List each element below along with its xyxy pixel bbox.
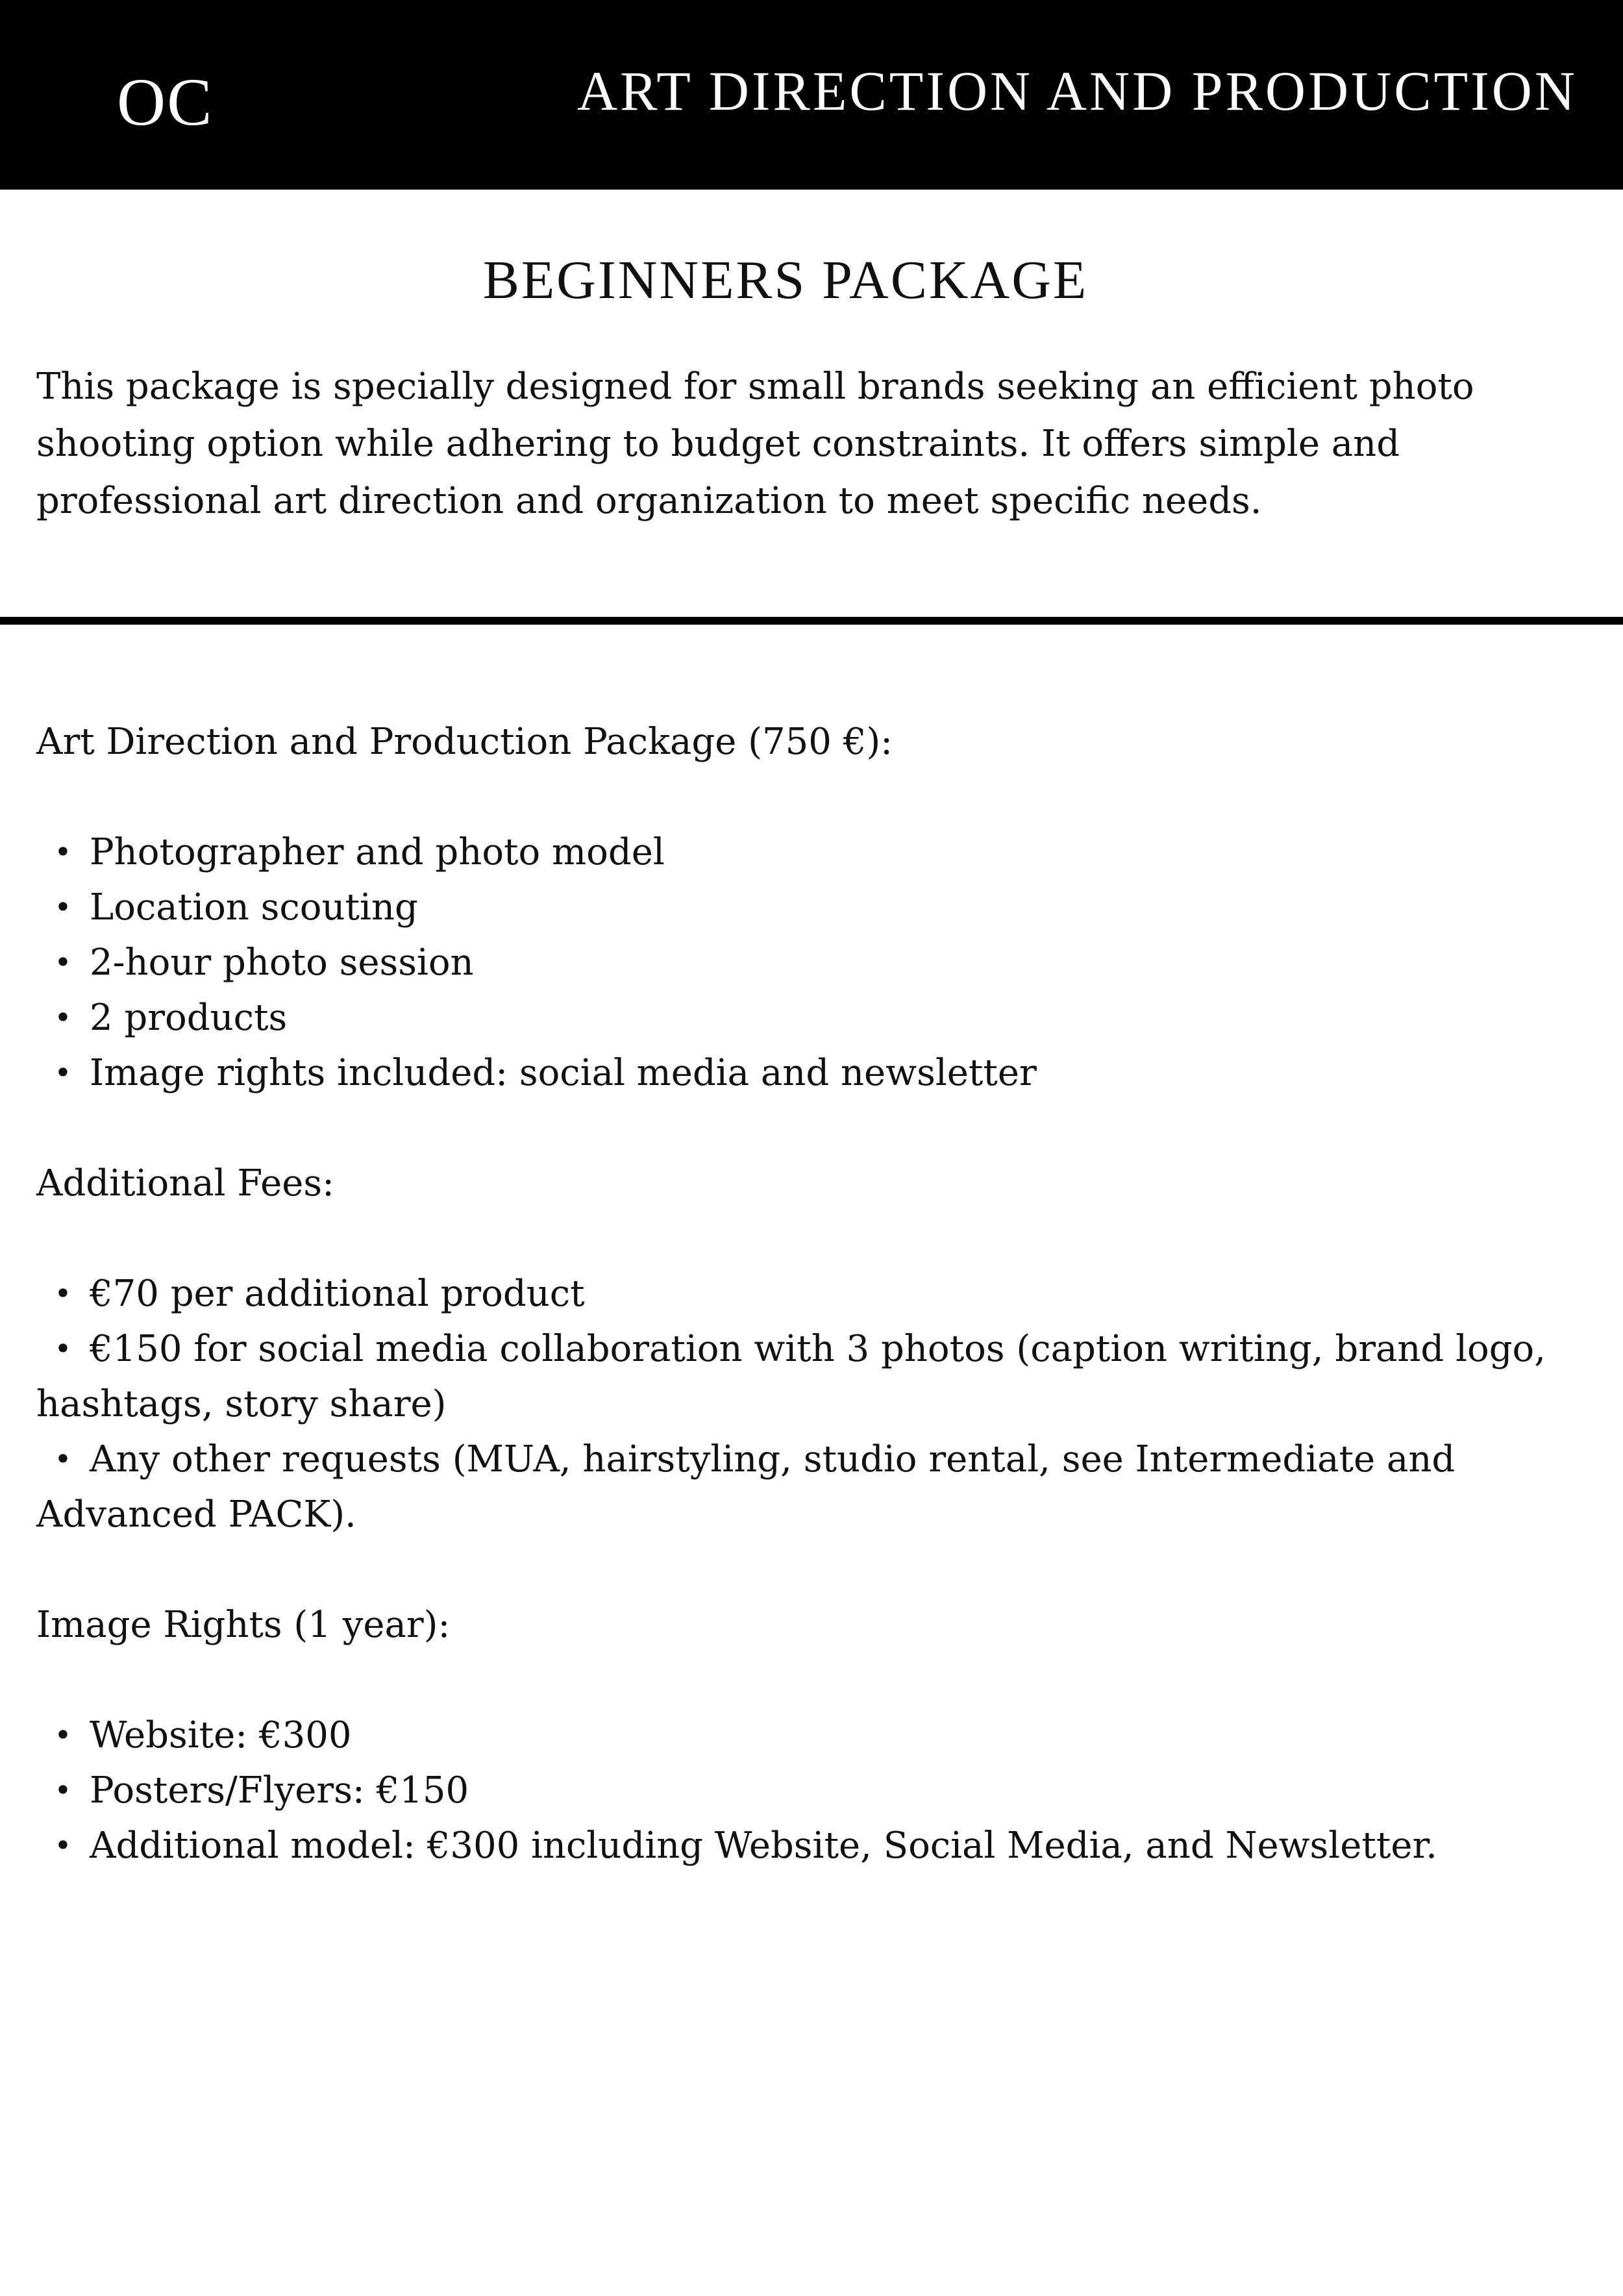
list-item: • Additional model: €300 including Website, Social Media, and Newsletter. (36, 1818, 1594, 1873)
bullet-icon: • (54, 1773, 72, 1808)
bullet-icon: • (54, 945, 72, 980)
image-rights-heading: Image Rights (1 year): (36, 1604, 451, 1646)
section-divider (0, 617, 1623, 625)
bullet-icon: • (54, 1331, 72, 1366)
list-item: • 2-hour photo session (36, 935, 1594, 990)
list-item: • Photographer and photo model (36, 825, 1594, 880)
image-rights-list (36, 1708, 1594, 1873)
list-item: • Posters/Flyers: €150 (36, 1763, 1594, 1818)
header-title: ART DIRECTION AND PRODUCTION (577, 60, 1578, 122)
bullet-icon: • (54, 1055, 72, 1090)
bullet-icon: • (54, 1828, 72, 1863)
bullet-icon: • (54, 890, 72, 925)
list-item: • €150 for social media collaboration with 3 photos (caption writing, brand logo, hashtags, story share) (36, 1321, 1594, 1432)
list-item: • 2 products (36, 990, 1594, 1045)
list-item: • Any other requests (MUA, hairstyling, studio rental, see Intermediate and Advanced PACK). (36, 1432, 1594, 1542)
art-direction-list (36, 825, 1594, 1101)
additional-fees-list (36, 1266, 1594, 1542)
header-bar (0, 0, 1623, 190)
list-item: • €70 per additional product (36, 1266, 1594, 1321)
additional-fees-heading: Additional Fees: (36, 1162, 335, 1204)
package-title: BEGINNERS PACKAGE (482, 250, 1089, 310)
bullet-icon: • (54, 1276, 72, 1311)
art-direction-heading: Art Direction and Production Package (750 €): (36, 721, 893, 763)
bullet-icon: • (54, 1000, 72, 1035)
bullet-icon: • (54, 1441, 72, 1477)
package-intro: This package is specially designed for small brands seeking an efficient photo shooting option while adhering to budget constraints. It offers simple and professional art direction and organization to meet specific needs. (36, 366, 1474, 522)
list-item: • Image rights included: social media and newsletter (36, 1045, 1594, 1101)
package-details (36, 714, 1594, 1873)
logo: OC (117, 65, 214, 140)
list-item: • Website: €300 (36, 1708, 1594, 1763)
list-item: • Location scouting (36, 880, 1594, 935)
bullet-icon: • (54, 1717, 72, 1753)
bullet-icon: • (54, 834, 72, 869)
